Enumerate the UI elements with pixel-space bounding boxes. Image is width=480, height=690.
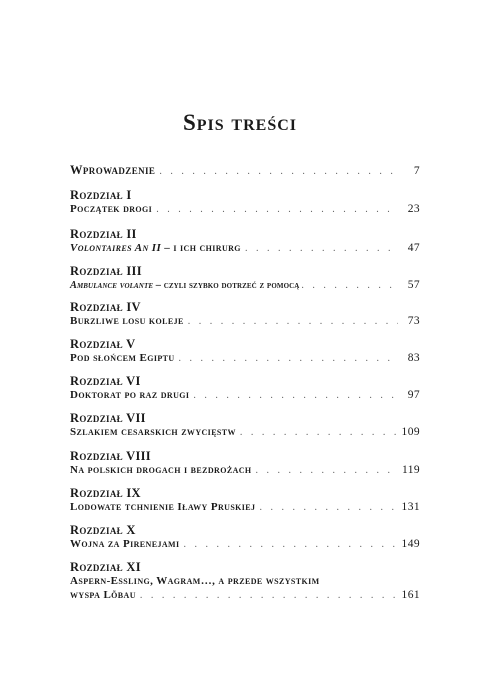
toc-title: Spis treści <box>182 110 298 135</box>
toc-entry-chapter-9[interactable] <box>70 486 420 515</box>
page-number: 149 <box>401 538 420 550</box>
dot-leader <box>256 464 398 478</box>
toc-entry-chapter-4[interactable] <box>70 300 420 329</box>
dot-leader <box>188 315 398 329</box>
dot-leader <box>156 203 398 217</box>
entry-title-italic: Ambulance volante <box>70 280 154 291</box>
chapter-label: Rozdział I <box>70 188 132 202</box>
page-number: 97 <box>407 389 420 401</box>
entry-title: Początek drogi <box>70 203 153 215</box>
toc-entry-chapter-11[interactable] <box>70 560 420 603</box>
entry-title: Pod słońcem Egiptu <box>70 352 175 364</box>
toc-entry-chapter-2[interactable] <box>70 227 420 256</box>
toc-entry-chapter-5[interactable] <box>70 337 420 366</box>
page-number: 73 <box>407 315 420 327</box>
page-number: 7 <box>413 165 420 177</box>
entry-title: – i ich chirurg <box>161 242 241 254</box>
entry-title: Doktorat po raz drugi <box>70 389 190 401</box>
entry-title: wyspa Lõbau <box>70 589 136 601</box>
chapter-label: Rozdział III <box>70 264 142 278</box>
page-number: 57 <box>407 279 420 291</box>
dot-leader <box>301 279 400 293</box>
page-number: 119 <box>401 464 420 476</box>
toc-entry-chapter-6[interactable] <box>70 374 420 403</box>
page-number: 109 <box>401 426 420 438</box>
toc-entry-chapter-1[interactable] <box>70 188 420 217</box>
chapter-label: Rozdział II <box>70 227 137 241</box>
entry-title: Wojna za Pirenejami <box>70 538 180 550</box>
toc-entry-chapter-10[interactable] <box>70 523 420 552</box>
chapter-label: Rozdział X <box>70 523 136 537</box>
entry-title: Lodowate tchnienie Iławy Pruskiej <box>70 501 256 513</box>
dot-leader <box>240 426 398 440</box>
dot-leader <box>159 165 398 179</box>
entry-title-line1: Aspern-Essling, Wagram…, a przede wszystkim <box>70 575 320 587</box>
dot-leader <box>259 501 397 515</box>
toc-entry-chapter-8[interactable] <box>70 449 420 478</box>
page-number: 131 <box>401 501 420 513</box>
chapter-label: Rozdział VII <box>70 411 146 425</box>
page-number: 83 <box>407 352 420 364</box>
entry-title: Burzliwe losu koleje <box>70 315 184 327</box>
entry-title: Szlakiem cesarskich zwycięstw <box>70 426 236 438</box>
dot-leader <box>179 352 398 366</box>
dot-leader <box>140 589 398 603</box>
chapter-label: Rozdział V <box>70 337 136 351</box>
entry-title: Na polskich drogach i bezdrożach <box>70 464 252 476</box>
toc-entry-chapter-7[interactable] <box>70 411 420 440</box>
chapter-label: Rozdział VIII <box>70 449 151 463</box>
chapter-label: Rozdział IV <box>70 300 141 314</box>
entry-title: – czyli szybko dotrzeć z pomocą <box>153 280 300 291</box>
dot-leader <box>184 538 398 552</box>
chapter-label: Rozdział VI <box>70 374 141 388</box>
toc-entry-introduction[interactable] <box>70 163 420 179</box>
page-number: 23 <box>407 203 420 215</box>
page-number: 161 <box>401 589 420 601</box>
chapter-label: Rozdział IX <box>70 486 141 500</box>
toc-entry-chapter-3[interactable] <box>70 264 420 293</box>
entry-title: Wprowadzenie <box>70 163 156 177</box>
dot-leader <box>193 389 398 403</box>
chapter-label: Rozdział XI <box>70 560 141 574</box>
page-number: 47 <box>407 242 420 254</box>
entry-title-italic: Volontaires An II <box>70 242 162 254</box>
dot-leader <box>245 242 398 256</box>
